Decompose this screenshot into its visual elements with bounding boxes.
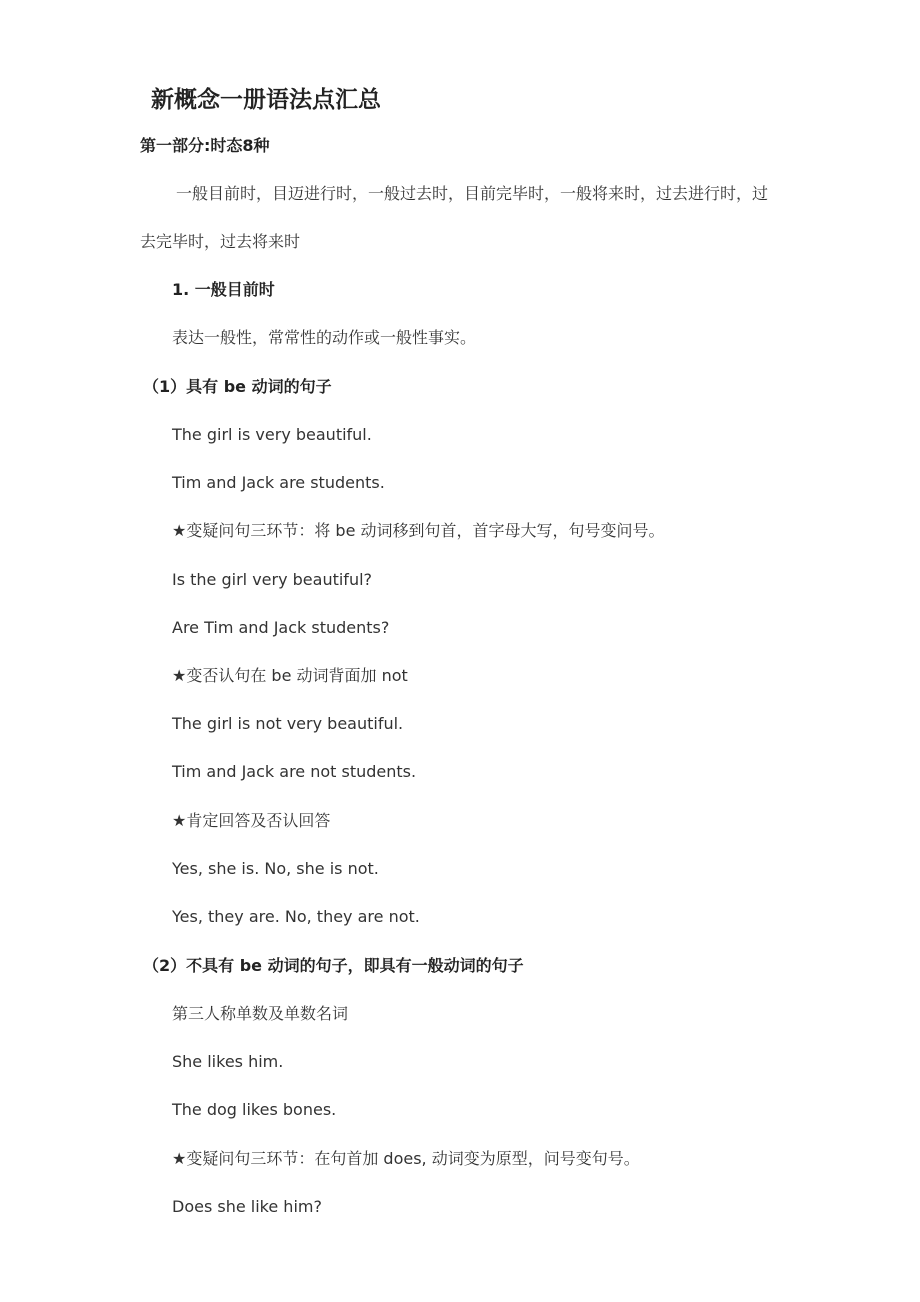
- rule-note: 第三人称单数及单数名词: [172, 1004, 349, 1023]
- example-sentence: The girl is very beautiful.: [172, 425, 372, 444]
- example-sentence: Are Tim and Jack students?: [172, 618, 390, 637]
- rule-note: ★肯定回答及否认回答: [172, 811, 331, 830]
- example-sentence: The girl is not very beautiful.: [172, 714, 404, 733]
- section-heading: 1. 一般目前时: [172, 280, 275, 299]
- example-sentence: Does she like him?: [172, 1197, 322, 1216]
- example-sentence: Yes, they are. No, they are not.: [172, 907, 420, 926]
- intro-text: 一般目前时，目迈进行时，一般过去时，目前完毕时，一般将来时，过去进行时，过: [176, 184, 769, 203]
- intro-text: 去完毕时，过去将来时: [140, 232, 301, 251]
- section-description: 表达一般性，常常性的动作或一般性事实。: [172, 328, 477, 347]
- example-sentence: The dog likes bones.: [172, 1100, 337, 1119]
- subsection-heading: （2）不具有 be 动词的句子，即具有一般动词的句子: [143, 956, 524, 975]
- rule-note: ★变否认句在 be 动词背面加 not: [172, 666, 408, 685]
- example-sentence: Is the girl very beautiful?: [172, 570, 373, 589]
- part-heading: 第一部分:时态8种: [140, 136, 270, 155]
- document-title: 新概念一册语法点汇总: [151, 87, 381, 113]
- rule-note: ★变疑问句三环节：将 be 动词移到句首，首字母大写，句号变问号。: [172, 521, 665, 540]
- example-sentence: Tim and Jack are not students.: [172, 762, 417, 781]
- rule-note: ★变疑问句三环节：在句首加 does, 动词变为原型，问号变句号。: [172, 1149, 640, 1168]
- subsection-heading: （1）具有 be 动词的句子: [143, 377, 332, 396]
- example-sentence: Tim and Jack are students.: [172, 473, 385, 492]
- example-sentence: Yes, she is. No, she is not.: [172, 859, 379, 878]
- example-sentence: She likes him.: [172, 1052, 284, 1071]
